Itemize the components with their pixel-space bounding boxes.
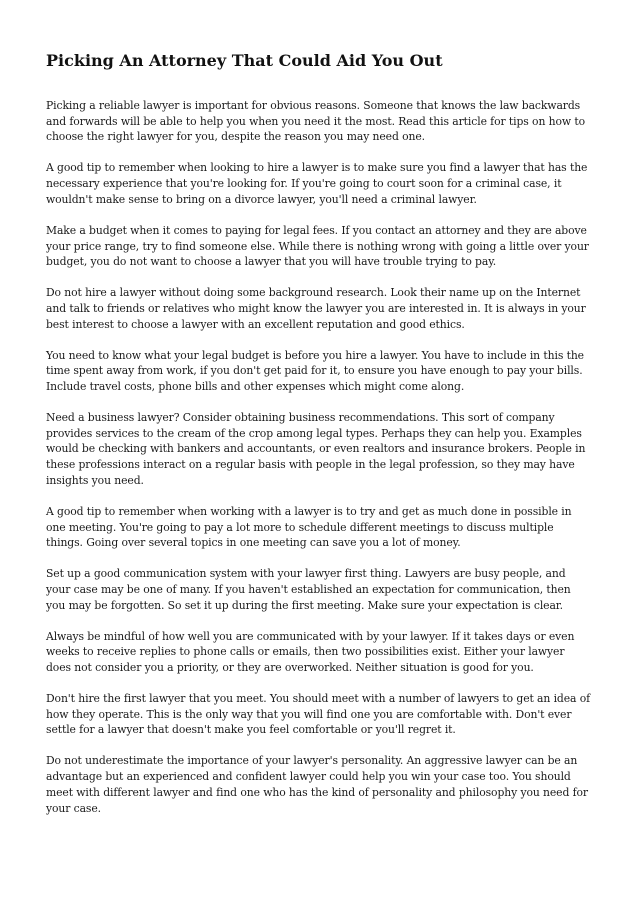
paragraph-9: Always be mindful of how well you are communicated with by your lawyer. If it takes days or even weeks to receive replies to phone calls or emails, then two possibilities exist. Either your lawyer does not consider you a priority, or they are overworked. Neither situation is good for you. [46, 629, 575, 675]
paragraph-8: Set up a good communication system with your lawyer first thing. Lawyers are busy people, and your case may be one of many. If you haven't established an expectation for communication, then you may be forgotten. So set it up during the first meeting. Make sure your expectation is clear. [46, 567, 571, 612]
paragraph-11: Do not underestimate the importance of your lawyer's personality. An aggressive lawyer can be an advantage but an experienced and confident lawyer could help you win your case too. You should meet with different lawyer and find one who has the kind of personality and philosophy you need for your case. [46, 754, 588, 815]
paragraph-5: You need to know what your legal budget is before you hire a lawyer. You have to include in this the time spent away from work, if you don't get paid for it, to ensure you have enough to pay your bills. Include travel costs, phone bills and other expenses which might come along. [46, 348, 584, 394]
document-title: Picking An Attorney That Could Aid You Out [46, 51, 443, 70]
paragraph-4: Do not hire a lawyer without doing some background research. Look their name up on the Internet and talk to friends or relatives who might know the lawyer you are interested in. It is always in your best interest to choose a lawyer with an excellent reputation and good ethics. [46, 286, 586, 331]
paragraph-6: Need a business lawyer? Consider obtaining business recommendations. This sort of company provides services to the cream of the crop among legal types. Perhaps they can help you. Examples would be checking with bankers and accountants, or even realtors and insurance brokers. People in these professions interact on a regular basis with people in the legal profession, so they may have insights you need. [46, 411, 586, 487]
paragraph-7: A good tip to remember when working with a lawyer is to try and get as much done in possible in one meeting. You're going to pay a lot more to schedule different meetings to discuss multiple things. Going over several topics in one meeting can save you a lot of money. [46, 504, 572, 550]
paragraph-10: Don't hire the first lawyer that you meet. You should meet with a number of lawyers to get an idea of how they operate. This is the only way that you will find one you are comfortable with. Don't ever settle for a lawyer that doesn't make you feel comfortable or you'll regret it. [46, 692, 591, 737]
paragraph-3: Make a budget when it comes to paying for legal fees. If you contact an attorney and they are above your price range, try to find someone else. While there is nothing wrong with going a little over your budget, you do not want to choose a lawyer that you will have trouble trying to pay. [46, 223, 589, 269]
document-body [46, 98, 592, 832]
paragraph-2: A good tip to remember when looking to hire a lawyer is to make sure you find a lawyer that has the necessary experience that you're looking for. If you're going to court soon for a criminal case, it wouldn't make sense to bring on a divorce lawyer, you'll need a criminal lawyer. [46, 161, 588, 206]
paragraph-1: Picking a reliable lawyer is important for obvious reasons. Someone that knows the law backwards and forwards will be able to help you when you need it the most. Read this article for tips on how to choose the right lawyer for you, despite the reason you may need one. [46, 99, 586, 144]
